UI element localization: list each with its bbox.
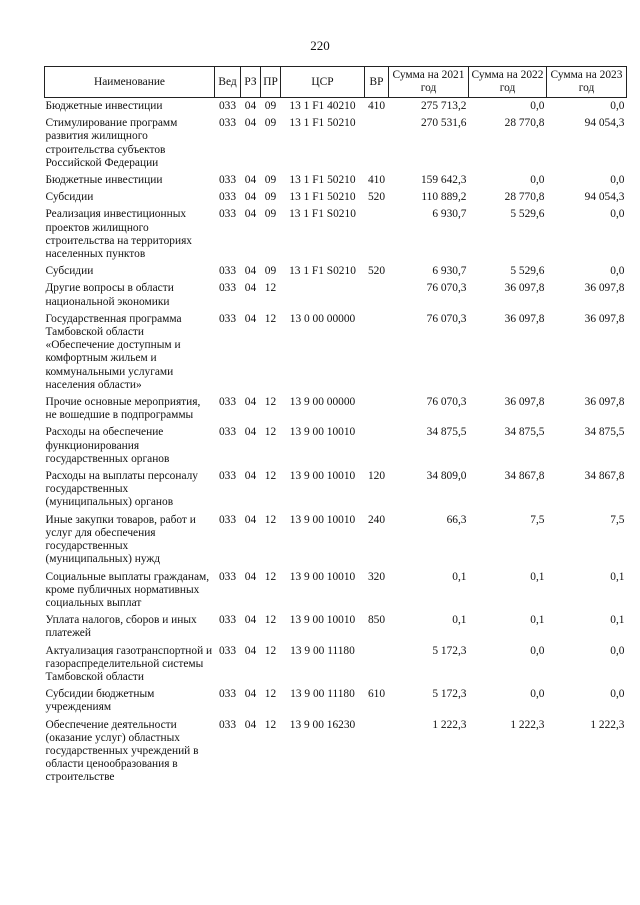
row-sum-2022: 0,0 (530, 100, 545, 112)
row-ved: 033 (218, 614, 237, 627)
row-sum-2021: 0,1 (452, 570, 467, 583)
row-pr: 09 (264, 265, 277, 278)
row-vr: 850 (367, 614, 386, 627)
table-row (45, 280, 627, 310)
row-csr: 13 9 00 11180 (290, 644, 355, 657)
row-rz: 04 (244, 100, 257, 112)
row-name: Расходы на выплаты персоналу государственных (муниципальных) органов (45, 470, 198, 509)
row-rz: 04 (244, 614, 257, 627)
header-pr: ПР (261, 67, 281, 98)
header-vr: ВР (365, 67, 389, 98)
row-sum-2023: 94 054,3 (584, 117, 625, 130)
row-csr (281, 280, 365, 310)
header-sum-2022: Сумма на 2022 год (469, 67, 547, 98)
budget-table (44, 66, 627, 787)
row-vr: 120 (367, 470, 386, 483)
row-vr (365, 394, 389, 424)
row-ved: 033 (218, 396, 237, 409)
row-csr: 13 1 F1 40210 (289, 100, 356, 112)
row-name: Субсидии (45, 265, 94, 278)
row-pr: 09 (264, 117, 277, 130)
row-sum-2021: 76 070,3 (426, 282, 467, 295)
table-row (45, 468, 627, 512)
row-csr: 13 1 F1 S0210 (289, 265, 356, 278)
row-name: Субсидии (45, 191, 94, 204)
row-vr (365, 311, 389, 394)
row-sum-2023: 1 222,3 (590, 718, 625, 731)
row-ved: 033 (218, 265, 237, 278)
header-sum-2023: Сумма на 2023 год (547, 67, 627, 98)
table-header-row (45, 67, 627, 98)
table-row (45, 98, 627, 116)
row-pr: 12 (264, 396, 277, 409)
row-sum-2023: 0,0 (610, 208, 625, 221)
row-vr (365, 206, 389, 263)
row-ved: 033 (218, 282, 237, 295)
table-row (45, 686, 627, 716)
table-row (45, 512, 627, 569)
row-rz: 04 (244, 644, 257, 657)
row-csr: 13 9 00 10010 (289, 470, 356, 483)
row-sum-2021: 0,1 (452, 614, 467, 627)
row-name: Другие вопросы в области национальной экономики (45, 282, 174, 308)
row-ved: 033 (218, 191, 237, 204)
header-sum-2021: Сумма на 2021 год (389, 67, 469, 98)
row-vr (365, 424, 389, 468)
row-sum-2022: 36 097,8 (504, 312, 545, 325)
row-sum-2021: 34 875,5 (426, 426, 467, 439)
row-sum-2022: 28 770,8 (504, 191, 545, 204)
row-sum-2022: 1 222,3 (510, 718, 545, 731)
row-sum-2023: 94 054,3 (584, 191, 625, 204)
row-sum-2021: 1 222,3 (432, 718, 467, 731)
row-vr (365, 643, 389, 687)
row-sum-2023: 36 097,8 (584, 282, 625, 295)
table-row (45, 263, 627, 280)
row-ved: 033 (218, 208, 237, 221)
row-name: Иные закупки товаров, работ и услуг для обеспечения государственных (муниципальных) нужд (45, 513, 196, 566)
row-ved: 033 (218, 718, 237, 731)
row-sum-2022: 0,0 (530, 644, 545, 657)
row-name: Стимулирование программ развития жилищного строительства субъектов Российской Федерации (45, 117, 178, 169)
row-sum-2021: 110 889,2 (421, 191, 467, 204)
row-vr: 240 (367, 513, 386, 526)
row-pr: 09 (264, 208, 277, 221)
header-csr: ЦСР (281, 67, 365, 98)
table-row (45, 172, 627, 189)
row-pr: 09 (264, 191, 277, 204)
row-ved: 033 (218, 513, 237, 526)
row-ved: 033 (218, 100, 237, 112)
row-vr: 610 (367, 688, 386, 701)
row-name: Актуализация газотранспортной и газораспределительной системы Тамбовской области (45, 644, 213, 683)
row-vr (365, 115, 389, 172)
row-sum-2022: 5 529,6 (510, 265, 545, 278)
row-sum-2022: 0,1 (530, 614, 545, 627)
row-name: Государственная программа Тамбовской области «Обеспечение доступным и комфортным жильем и коммунальными услугами населения области» (45, 312, 182, 391)
row-sum-2023: 0,0 (610, 100, 625, 112)
row-vr: 410 (367, 100, 386, 112)
row-sum-2021: 34 809,0 (426, 470, 467, 483)
row-sum-2021: 6 930,7 (432, 265, 467, 278)
row-sum-2021: 275 713,2 (420, 100, 467, 112)
row-csr: 13 0 00 00000 (289, 312, 356, 325)
row-sum-2023: 0,0 (610, 174, 625, 187)
row-pr: 12 (264, 614, 277, 627)
row-sum-2021: 5 172,3 (432, 644, 467, 657)
row-rz: 04 (244, 312, 257, 325)
row-rz: 04 (244, 174, 257, 187)
table-row (45, 115, 627, 172)
row-pr: 12 (264, 470, 277, 483)
row-sum-2022: 0,1 (530, 570, 545, 583)
row-rz: 04 (244, 282, 257, 295)
row-csr: 13 9 00 10010 (289, 570, 356, 583)
row-pr: 12 (264, 282, 277, 295)
row-rz: 04 (244, 426, 257, 439)
row-pr: 09 (264, 174, 277, 187)
row-sum-2021: 76 070,3 (426, 312, 467, 325)
row-rz: 04 (244, 688, 257, 701)
row-vr (365, 280, 389, 310)
row-sum-2022: 7,5 (530, 513, 545, 526)
row-sum-2021: 76 070,3 (426, 396, 467, 409)
row-sum-2023: 0,0 (610, 644, 625, 657)
table-row (45, 612, 627, 642)
row-csr: 13 9 00 10010 (289, 513, 356, 526)
row-pr: 12 (264, 513, 277, 526)
table-row (45, 206, 627, 263)
row-rz: 04 (244, 208, 257, 221)
row-sum-2022: 0,0 (530, 174, 545, 187)
row-csr: 13 9 00 10010 (289, 426, 356, 439)
row-pr: 12 (264, 688, 277, 701)
row-sum-2022: 34 875,5 (504, 426, 545, 439)
row-csr: 13 9 00 16230 (289, 718, 356, 731)
row-ved: 033 (218, 688, 237, 701)
row-sum-2023: 36 097,8 (584, 312, 625, 325)
row-name: Обеспечение деятельности (оказание услуг) областных государственных учреждений в области ценообразования в строительстве (45, 718, 199, 784)
row-ved: 033 (218, 312, 237, 325)
row-sum-2021: 270 531,6 (420, 117, 467, 130)
row-sum-2021: 5 172,3 (432, 688, 467, 701)
row-pr: 09 (264, 100, 277, 112)
table-row (45, 643, 627, 687)
row-rz: 04 (244, 570, 257, 583)
row-csr: 13 1 F1 50210 (289, 174, 356, 187)
table-row (45, 424, 627, 468)
table-row (45, 717, 627, 787)
row-sum-2023: 36 097,8 (584, 396, 625, 409)
row-sum-2023: 0,1 (610, 570, 625, 583)
header-ved: Вед (215, 67, 241, 98)
row-sum-2022: 34 867,8 (504, 470, 545, 483)
row-sum-2023: 0,0 (610, 265, 625, 278)
row-csr: 13 1 F1 50210 (289, 117, 356, 130)
row-name: Прочие основные мероприятия, не вошедшие в подпрограммы (45, 396, 201, 422)
row-csr: 13 9 00 10010 (289, 614, 356, 627)
row-sum-2023: 0,1 (610, 614, 625, 627)
page-number: 220 (310, 38, 330, 53)
row-name: Бюджетные инвестиции (45, 174, 163, 187)
header-name: Наименование (45, 67, 215, 98)
row-pr: 12 (264, 718, 277, 731)
row-vr: 320 (367, 570, 386, 583)
row-name: Расходы на обеспечение функционирования государственных органов (45, 426, 170, 465)
row-ved: 033 (218, 570, 237, 583)
row-vr (365, 717, 389, 787)
row-sum-2022: 0,0 (530, 688, 545, 701)
row-csr: 13 9 00 00000 (289, 396, 356, 409)
row-csr: 13 1 F1 S0210 (289, 208, 356, 221)
row-name: Бюджетные инвестиции (45, 100, 163, 112)
row-vr: 520 (367, 265, 386, 278)
row-rz: 04 (244, 513, 257, 526)
row-ved: 033 (218, 644, 237, 657)
row-ved: 033 (218, 174, 237, 187)
row-rz: 04 (244, 117, 257, 130)
row-name: Реализация инвестиционных проектов жилищного строительства на территориях населенных пунктов (45, 208, 193, 261)
row-pr: 12 (264, 644, 277, 657)
row-sum-2023: 7,5 (610, 513, 625, 526)
table-row (45, 569, 627, 613)
row-ved: 033 (218, 426, 237, 439)
row-pr: 12 (264, 426, 277, 439)
row-name: Субсидии бюджетным учреждениям (45, 688, 155, 714)
row-sum-2022: 36 097,8 (504, 396, 545, 409)
table-row (45, 394, 627, 424)
row-vr: 410 (367, 174, 386, 187)
row-rz: 04 (244, 718, 257, 731)
row-sum-2022: 28 770,8 (504, 117, 545, 130)
row-rz: 04 (244, 191, 257, 204)
row-ved: 033 (218, 117, 237, 130)
row-name: Уплата налогов, сборов и иных платежей (45, 614, 197, 640)
row-sum-2022: 36 097,8 (504, 282, 545, 295)
table-row (45, 189, 627, 206)
table-row (45, 311, 627, 394)
row-csr: 13 9 00 11180 (290, 688, 355, 701)
row-rz: 04 (244, 396, 257, 409)
row-sum-2021: 159 642,3 (420, 174, 467, 187)
row-pr: 12 (264, 312, 277, 325)
row-sum-2023: 34 875,5 (584, 426, 625, 439)
row-rz: 04 (244, 470, 257, 483)
row-ved: 033 (218, 470, 237, 483)
row-sum-2022: 5 529,6 (510, 208, 545, 221)
row-vr: 520 (367, 191, 386, 204)
row-pr: 12 (264, 570, 277, 583)
row-sum-2023: 34 867,8 (584, 470, 625, 483)
row-sum-2021: 6 930,7 (432, 208, 467, 221)
row-sum-2023: 0,0 (610, 688, 625, 701)
header-rz: РЗ (241, 67, 261, 98)
row-name: Социальные выплаты гражданам, кроме публичных нормативных социальных выплат (45, 570, 210, 609)
row-csr: 13 1 F1 50210 (289, 191, 356, 204)
row-sum-2021: 66,3 (446, 513, 467, 526)
row-rz: 04 (244, 265, 257, 278)
